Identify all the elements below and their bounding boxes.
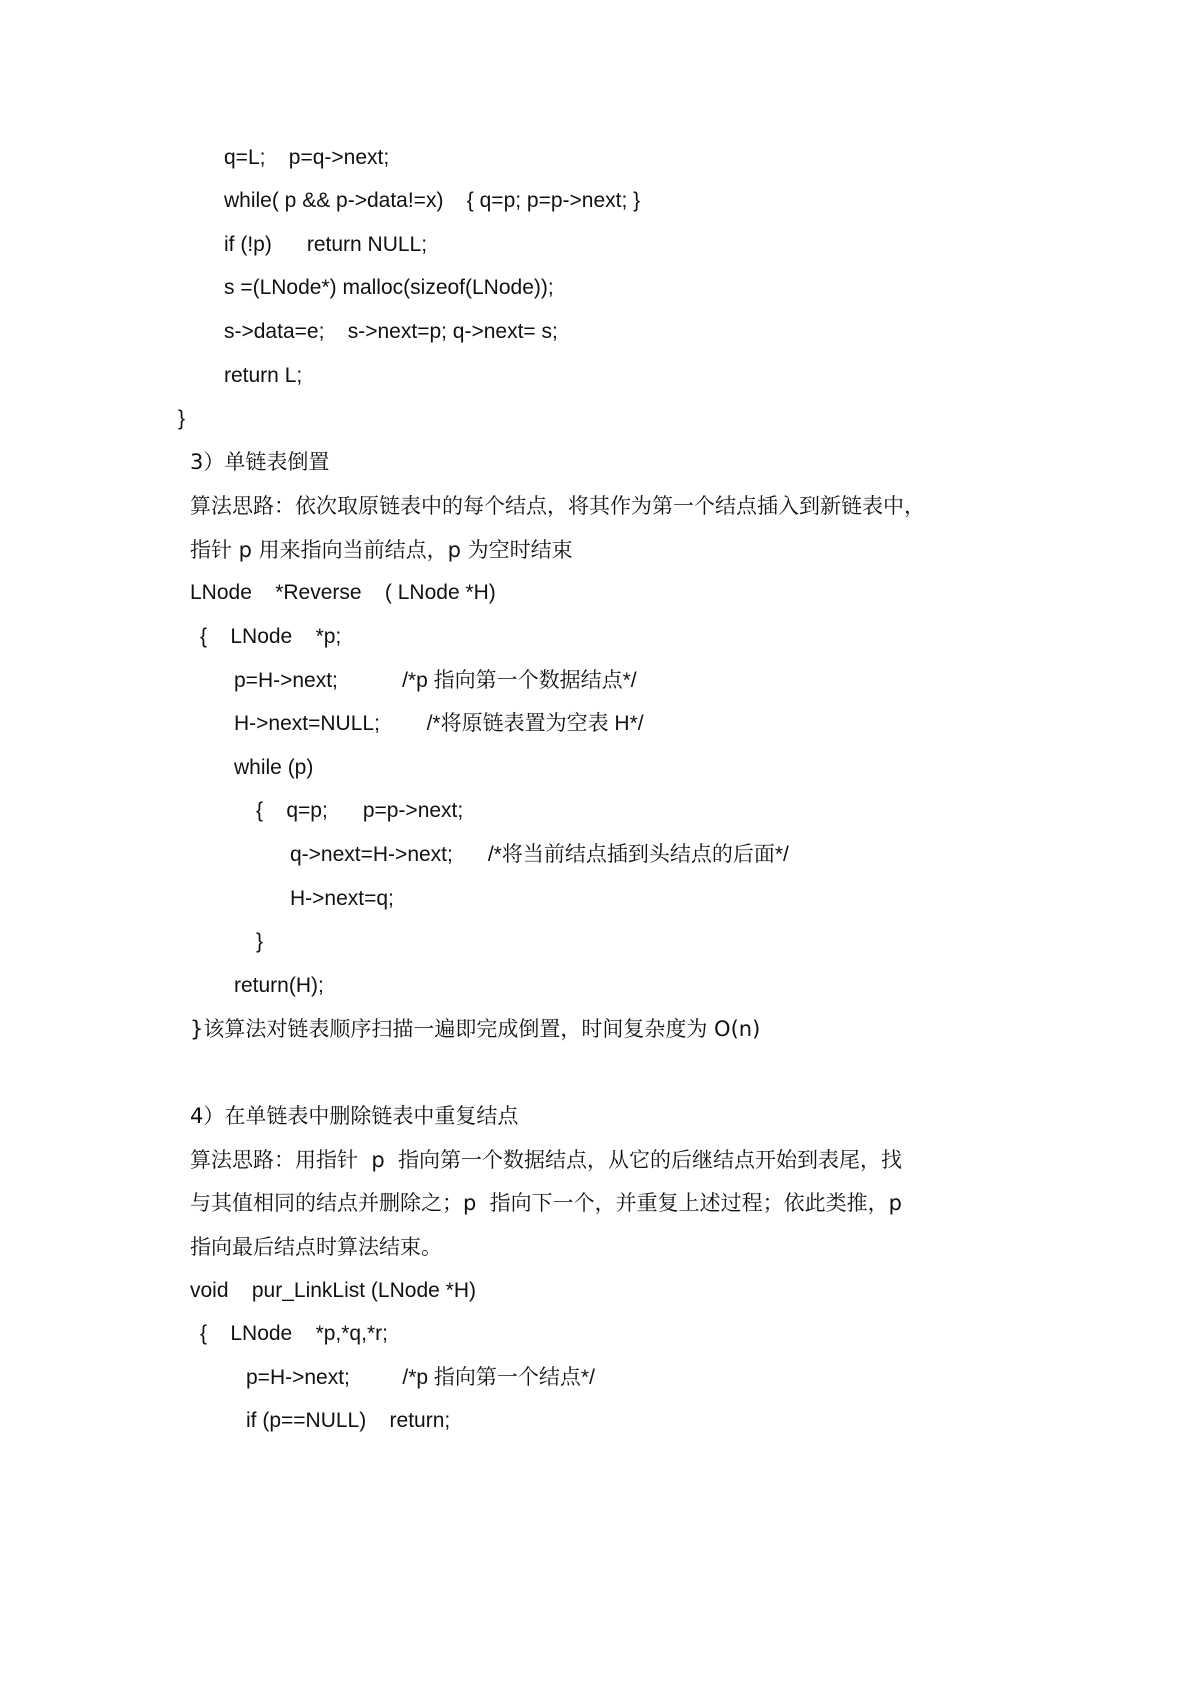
code-line: LNode *Reverse ( LNode *H) [190,581,496,604]
paragraph-line: 算法思路：依次取原链表中的每个结点，将其作为第一个结点插入到新链表中， [190,494,925,518]
code-line: void pur_LinkList (LNode *H) [190,1279,476,1302]
paragraph-line: 指向最后结点时算法结束。 [190,1235,442,1259]
paragraph-line: }该算法对链表顺序扫描一遍即完成倒置，时间复杂度为 O(n) [190,1017,761,1041]
code-line: s =(LNode*) malloc(sizeof(LNode)); [224,276,554,299]
code-line: { LNode *p; [200,625,342,648]
code-line: q->next=H->next; /*将当前结点插到头结点的后面*/ [290,843,789,866]
paragraph-line: 指针 p 用来指向当前结点，p 为空时结束 [190,538,573,562]
code-line: q=L; p=q->next; [224,146,390,169]
code-line: { LNode *p,*q,*r; [200,1322,388,1345]
code-line: H->next=q; [290,887,394,910]
code-line: { q=p; p=p->next; [256,799,464,822]
code-line: H->next=NULL; /*将原链表置为空表 H*/ [234,712,644,735]
code-line: if (!p) return NULL; [224,233,428,256]
section-heading: 4）在单链表中删除链表中重复结点 [190,1104,519,1128]
code-line: p=H->next; /*p 指向第一个结点*/ [246,1366,595,1389]
code-line: return(H); [234,974,324,997]
code-line: } [178,407,186,430]
paragraph-line: 算法思路：用指针 p 指向第一个数据结点，从它的后继结点开始到表尾，找 [190,1148,903,1172]
paragraph-line: 与其值相同的结点并删除之；p 指向下一个，并重复上述过程；依此类推，p [190,1191,903,1215]
code-line: while (p) [234,756,314,779]
code-line: return L; [224,364,303,387]
code-line: while( p && p->data!=x) { q=p; p=p->next; } [224,189,641,212]
code-line: if (p==NULL) return; [246,1409,451,1432]
code-line: p=H->next; /*p 指向第一个数据结点*/ [234,669,637,692]
code-line: } [256,930,264,953]
section-heading: 3）单链表倒置 [190,450,330,474]
code-line: s->data=e; s->next=p; q->next= s; [224,320,558,343]
